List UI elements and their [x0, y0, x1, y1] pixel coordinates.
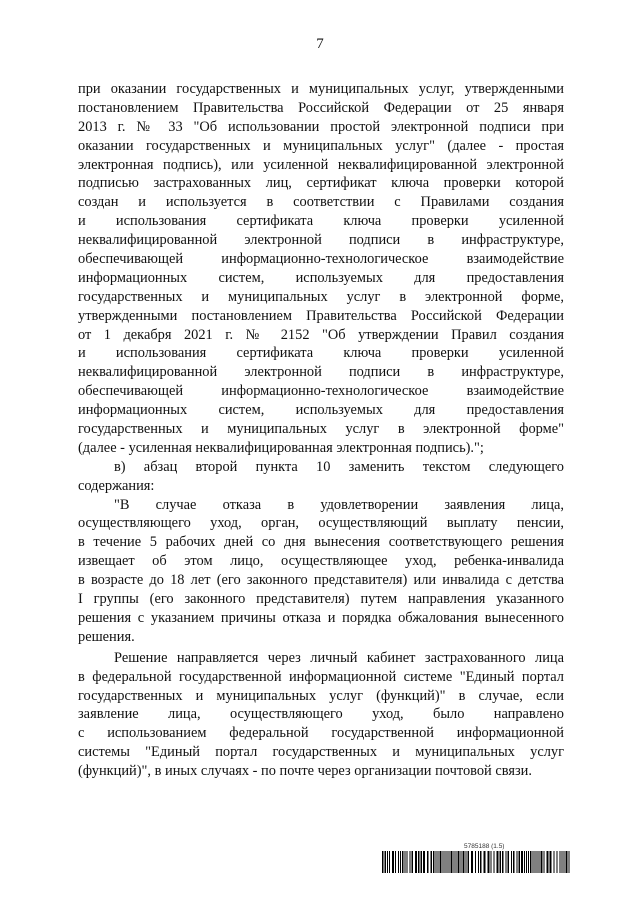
text-line: постановлением Правительства Российской Федерации от 25 января — [78, 99, 564, 116]
text-line: (далее - усиленная неквалифицированная электронная подпись)."; — [78, 439, 484, 456]
text-line: содержания: — [78, 477, 155, 494]
text-line: создан и используется в соответствии с Правилами создания — [78, 194, 564, 211]
text-line: 2013 г. № 33 "Об использовании простой электронной подписи при — [78, 118, 564, 135]
paragraph — [78, 649, 564, 781]
text-line: от 1 декабря 2021 г. № 2152 "Об утверждении Правил создания — [78, 326, 564, 343]
text-line: обеспечивающей информационно-технологическое взаимодействие — [78, 383, 564, 400]
text-line: государственных и муниципальных услуг (функций)" в случае, если — [78, 687, 564, 704]
quoted-paragraph — [78, 496, 564, 647]
text-line: и использования сертификата ключа проверки усиленной — [78, 213, 564, 230]
text-line: "В случае отказа в удовлетворении заявления лица, — [114, 496, 564, 513]
text-line: в возрасте до 18 лет (его законного представителя) или инвалида с детства — [78, 572, 564, 589]
text-line: при оказании государственных и муниципальных услуг, утвержденными — [78, 81, 564, 97]
text-line: информационных систем, используемых для предоставления — [78, 402, 564, 419]
text-line: заявление лица, осуществляющего уход, было направлено — [78, 706, 564, 723]
text-line: электронная подпись), или усиленной неквалифицированной электронной — [78, 156, 564, 173]
text-line: государственных и муниципальных услуг в электронной форме, — [78, 288, 564, 305]
paragraph — [78, 458, 564, 496]
text-line: в федеральной государственной информационной системе "Единый портал — [78, 668, 564, 685]
text-line: осуществляющего уход, орган, осуществляющий выплату пенсии, — [78, 515, 564, 532]
barcode-caption: 5785188 (1.5) — [464, 843, 505, 850]
text-line: (функций)", в иных случаях - по почте через организации почтовой связи. — [78, 763, 532, 780]
text-line: и использования сертификата ключа проверки усиленной — [78, 345, 564, 362]
text-line: I группы (его законного представителя) путем направления указанного — [78, 591, 564, 608]
page-number: 7 — [316, 36, 324, 52]
paragraph — [78, 80, 564, 458]
text-line: утвержденными постановлением Правительства Российской Федерации — [78, 307, 564, 324]
text-line: обеспечивающей информационно-технологическое взаимодействие — [78, 251, 564, 268]
text-line: государственных и муниципальных услуг в электронной форме" — [78, 421, 564, 438]
text-line: решения с указанием причины отказа и порядка обжалования вынесенного — [78, 609, 564, 626]
text-line: с использованием федеральной государственной информационной — [78, 725, 564, 742]
barcode-icon — [382, 851, 570, 873]
document-body — [78, 80, 564, 781]
text-line: в течение 5 рабочих дней со дня вынесения соответствующего решения — [78, 534, 564, 551]
barcode-block — [382, 842, 570, 873]
text-line: извещает об этом лицо, осуществляющее уход, ребенка-инвалида — [78, 553, 564, 570]
text-line: подписью застрахованных лиц, сертификат ключа проверки которой — [78, 175, 564, 192]
text-line: решения. — [78, 628, 135, 645]
text-line: оказании государственных и муниципальных услуг" (далее - простая — [78, 137, 564, 154]
text-line: системы "Единый портал государственных и муниципальных услуг — [78, 744, 564, 761]
text-line: неквалифицированной электронной подписи в инфраструктуре, — [78, 232, 564, 249]
text-line: в) абзац второй пункта 10 заменить текстом следующего — [114, 458, 564, 475]
text-line: информационных систем, используемых для предоставления — [78, 269, 564, 286]
text-line: Решение направляется через личный кабинет застрахованного лица — [114, 649, 564, 666]
text-line: неквалифицированной электронной подписи в инфраструктуре, — [78, 364, 564, 381]
